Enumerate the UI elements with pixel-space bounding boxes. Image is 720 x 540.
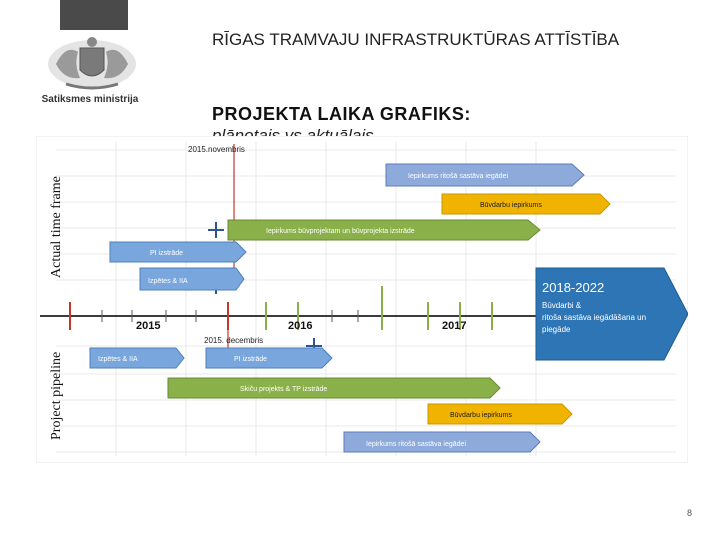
svg-text:PI izstrāde: PI izstrāde [150,250,184,257]
marker-label-bottom: 2015. decembris [204,336,264,345]
svg-text:Izpētes & IIA: Izpētes & IIA [148,278,188,285]
timeline-diagram [36,136,688,463]
svg-text:piegāde: piegāde [542,325,571,334]
planned-bar-4 [428,404,572,424]
callout-2018-2022 [536,268,688,360]
year-label-2015: 2015 [136,320,161,332]
section-heading: PROJEKTA LAIKA GRAFIKS: [212,104,471,124]
svg-text:Iepirkums ritošā sastāva iegād: Iepirkums ritošā sastāva iegādei [366,441,466,448]
svg-text:PI izstrāde: PI izstrāde [234,356,268,363]
svg-text:Būvdarbi &: Būvdarbi & [542,301,582,310]
svg-text:Izpētes & IIA: Izpētes & IIA [98,356,138,363]
page-number: 8 [686,508,692,518]
actual-bar-2 [442,194,610,214]
planned-bar-2 [206,348,332,368]
ministry-name: Satiksmes ministrija [41,94,139,105]
actual-bar-3 [228,220,540,240]
marker-label-top: 2015.novembris [188,145,245,154]
year-label-2017: 2017 [442,320,467,332]
svg-text:2018-2022: 2018-2022 [542,280,605,295]
actual-bar-1 [386,164,584,186]
svg-text:Būvdarbu iepirkums: Būvdarbu iepirkums [480,202,542,209]
svg-text:Iepirkums būvprojektam un būvp: Iepirkums būvprojektam un būvprojekta izstrāde [266,228,415,235]
coat-of-arms-icon [46,34,138,92]
svg-text:ritoša sastāva iegādāšana un: ritoša sastāva iegādāšana un [542,313,647,322]
actual-bar-5 [140,268,244,290]
svg-text:Būvdarbu iepirkums: Būvdarbu iepirkums [450,412,512,419]
year-label-2016: 2016 [288,320,313,332]
actual-bar-4 [110,242,246,262]
actual-timeframe-label: Actual time frame [49,176,64,278]
page-title: RĪGAS TRAMVAJU INFRASTRUKTŪRAS ATTĪSTĪBA [212,30,620,49]
planned-bar-5 [344,432,540,452]
project-pipeline-label: Project pipeline [49,351,64,440]
svg-text:Skiču projekts & TP izstrāde: Skiču projekts & TP izstrāde [240,386,328,393]
header-logo-bar [60,0,128,30]
planned-bar-1 [90,348,184,368]
svg-text:Iepirkums ritošā sastāva iegād: Iepirkums ritošā sastāva iegādei [408,173,508,180]
planned-bar-3 [168,378,500,398]
